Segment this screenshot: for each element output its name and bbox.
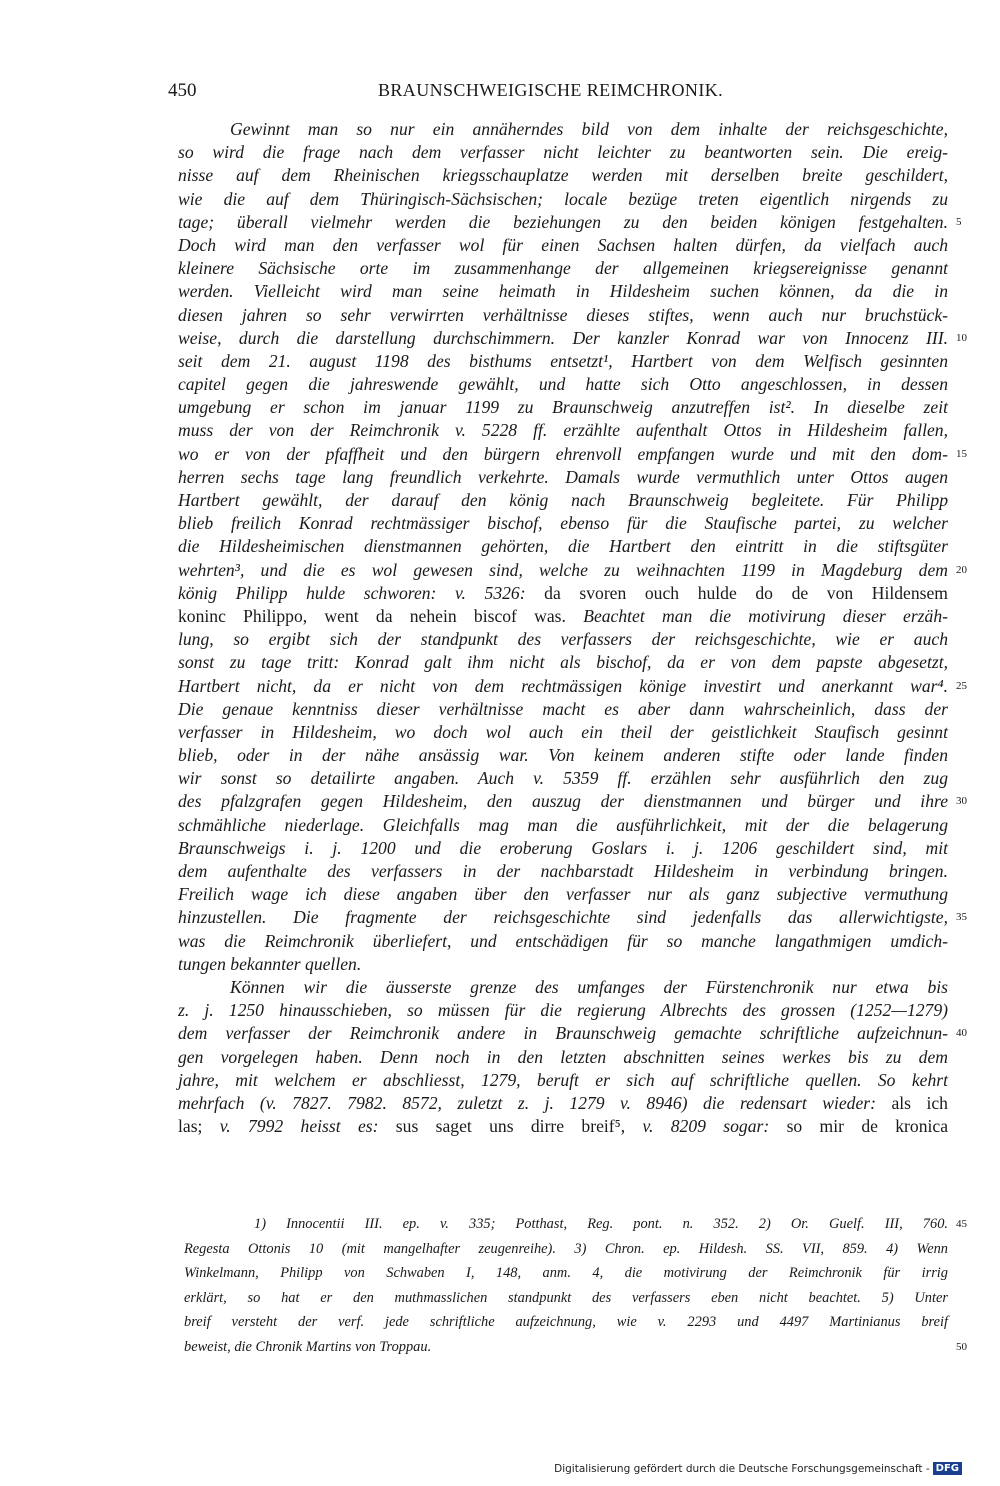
body-line [178, 396, 948, 419]
body-line [178, 930, 948, 953]
body-line [178, 211, 962, 234]
body-line [178, 257, 948, 280]
line-number: 20 [956, 563, 967, 576]
body-segment: Beachtet man die motivirung dieser erzäh- [565, 605, 948, 626]
body-line [178, 790, 967, 813]
footnote-line [184, 1335, 967, 1360]
digitization-note [554, 1462, 962, 1475]
body-text [178, 118, 967, 1138]
footnote-segment: beweist, die Chronik Martins von Troppau. [184, 1338, 432, 1355]
body-segment: nisse auf dem Rheinischen kriegsschauplatze werden mit derselben breite geschildert, [178, 165, 948, 186]
body-segment: wehrten³, und die es wol gewesen sind, welche zu weihnachten 1199 in Magdeburg dem [178, 559, 948, 580]
body-segment: könig Philipp hulde schworen: v. 5326: [178, 582, 526, 603]
page-number: 450 [168, 80, 197, 101]
body-segment: des pfalzgrafen gegen Hildesheim, den auszug der dienstmannen und bürger und ihre [178, 791, 948, 812]
body-segment: las; [178, 1116, 203, 1137]
digitization-text: Digitalisierung gefördert durch die Deutsche Forschungsgemeinschaft - [554, 1462, 930, 1475]
body-segment: v. 7992 heisst es: [202, 1116, 379, 1137]
body-line [178, 327, 967, 350]
body-segment: gen vorgelegen haben. Denn noch in den letzten abschnitten seines werkes bis zu dem [178, 1046, 948, 1067]
body-segment: Braunschweigs i. j. 1200 und die eroberung Goslars i. j. 1206 geschildert sind, mit [178, 837, 948, 858]
body-segment: umgebung er schon im januar 1199 zu Braunschweig anzutreffen ist². In dieselbe zeit [178, 397, 948, 418]
body-line [178, 605, 948, 628]
line-number: 25 [956, 679, 967, 692]
footnote-line [184, 1261, 948, 1286]
body-segment: herren sechs tage lang freundlich verkehrte. Damals wurde vermuthlich unter Ottos augen [178, 466, 948, 487]
body-segment: sus saget uns dirre breif⁵, [378, 1116, 626, 1137]
body-line [178, 466, 948, 489]
body-segment: weise, durch die darstellung durchschimmern. Der kanzler Konrad war von Innocenz III. [178, 327, 948, 348]
body-segment: jahre, mit welchem er abschliesst, 1279, beruft er sich auf schriftliche quellen. So kehrt [178, 1069, 948, 1090]
body-line [178, 373, 948, 396]
footnotes [184, 1212, 967, 1360]
line-number: 45 [956, 1218, 967, 1230]
body-segment: muss der von der Reimchronik v. 5228 ff. erzählte aufenthalt Ottos in Hildesheim fallen, [178, 420, 948, 441]
body-line [178, 559, 967, 582]
body-segment: Die genaue kenntniss dieser verhältnisse macht es aber dann wahrscheinlich, dass der [178, 698, 948, 719]
body-segment: verfasser in Hildesheim, wo doch wol auch ein theil der geistlichkeit Staufisch gesinnt [178, 721, 948, 742]
line-number: 30 [956, 795, 967, 808]
body-line [178, 999, 948, 1022]
footnote-line [184, 1310, 948, 1335]
body-segment: v. 8209 sogar: [625, 1116, 770, 1137]
body-line [178, 1092, 948, 1115]
line-number: 15 [956, 447, 967, 460]
body-line [178, 767, 948, 790]
body-line [178, 651, 948, 674]
body-segment: tungen bekannter quellen. [178, 953, 362, 974]
footnote-line [184, 1237, 948, 1262]
body-segment: capitel gegen die jahreswende gewählt, und hatte sich Otto angeschlossen, in dessen [178, 374, 948, 395]
body-segment: Können wir die äusserste grenze des umfanges der Fürstenchronik nur etwa bis [230, 976, 948, 997]
footnote-segment: Winkelmann, Philipp von Schwaben I, 148, anm. 4, die motivirung der Reimchronik für irrig [184, 1265, 948, 1282]
footnote-segment: 1) Innocentii III. ep. v. 335; Potthast, Reg. pont. n. 352. 2) Or. Guelf. III, 760. [254, 1216, 948, 1232]
footnote-segment: Regesta Ottonis 10 (mit mangelhafter zeugenreihe). 3) Chron. ep. Hildesh. SS. VII, 859. 4) Wenn [184, 1240, 948, 1257]
body-line [178, 744, 948, 767]
body-segment: seit dem 21. august 1198 des bisthums entsetzt¹, Hartbert von dem Welfisch gesinnten [178, 350, 948, 371]
line-number: 50 [956, 1340, 967, 1353]
body-line [178, 860, 948, 883]
body-segment: werden. Vielleicht wird man seine heimath in Hildesheim suchen können, da die in [178, 281, 948, 302]
body-line [178, 164, 948, 187]
body-line [178, 628, 948, 651]
body-line [178, 535, 948, 558]
body-line [178, 837, 948, 860]
body-line [178, 188, 948, 211]
body-line [178, 1069, 948, 1092]
body-segment: wo er von der pfaffheit und den bürgern ehrenvoll empfangen wurde und mit den dom- [178, 443, 948, 464]
footnote-segment: Martinianus breif [808, 1314, 948, 1331]
body-line [178, 953, 948, 976]
line-number: 35 [956, 911, 967, 924]
dfg-logo-icon: DFG [933, 1462, 962, 1475]
body-segment: wir sonst so detailirte angaben. Auch v. 5359 ff. erzählen sehr ausführlich den zug [178, 768, 948, 789]
body-segment: Freilich wage ich diese angaben über den verfasser nur als ganz subjective vermuthung [178, 884, 948, 905]
body-line [178, 675, 967, 698]
body-line [178, 906, 967, 929]
body-segment: die Hildesheimischen dienstmannen gehörten, die Hartbert den eintritt in die stiftsgüter [178, 536, 948, 557]
body-line [178, 512, 948, 535]
body-segment: z. j. 1250 hinausschieben, so müssen für die regierung Albrechts des grossen (1252—1279) [178, 1000, 948, 1021]
body-line [178, 1046, 948, 1069]
body-segment: dem aufenthalte des verfassers in der nachbarstadt Hildesheim in verbindung bringen. [178, 861, 948, 881]
body-line [178, 883, 948, 906]
body-segment: lung, so ergibt sich der standpunkt des verfassers der reichsgeschichte, wie er auch [178, 629, 948, 650]
body-line [178, 280, 948, 303]
body-line [178, 141, 948, 164]
body-line [178, 118, 948, 141]
body-line [178, 1022, 967, 1045]
body-segment: da svoren ouch hulde do de von Hildensem [525, 582, 948, 603]
footnote-line [184, 1286, 948, 1311]
body-line [178, 814, 948, 837]
body-segment: kleinere Sächsische orte im zusammenhange der allgemeinen kriegsereignisse genannt [178, 258, 948, 279]
body-line [178, 1115, 948, 1138]
body-segment: koninc Philippo, went da nehein biscof was. [178, 605, 566, 626]
body-line [178, 419, 948, 442]
body-segment: Doch wird man den verfasser wol für einen Sachsen halten dürfen, da vielfach auch [178, 234, 948, 255]
body-line [178, 234, 948, 257]
body-segment: Gewinnt man so nur ein annäherndes bild von dem inhalte der reichsgeschichte, [230, 119, 948, 139]
body-segment: blieb, oder in der nähe ansässig war. Von keinem anderen stifte oder lande finden [178, 745, 948, 766]
body-segment: wie die auf dem Thüringisch-Sächsischen; locale bezüge treten eigentlich nirgends zu [178, 188, 948, 209]
line-number: 5 [956, 215, 962, 228]
body-segment: als ich [875, 1092, 948, 1113]
body-segment: Hartbert gewählt, der darauf den könig nach Braunschweig begleitete. Für Philipp [178, 490, 948, 510]
line-number: 10 [956, 331, 967, 344]
footnote-segment: erklärt, so hat er den muthmasslichen standpunkt des verfassers eben nicht beachtet. 5) Unter [184, 1289, 948, 1306]
footnote-segment: breif [184, 1314, 211, 1331]
body-segment: sonst zu tage tritt: Konrad galt ihm nicht als bischof, da er von dem papste abgesetzt, [178, 652, 948, 673]
body-line [178, 350, 948, 373]
body-segment: hinzustellen. Die fragmente der reichsgeschichte sind jedenfalls das allerwichtigste, [178, 907, 948, 928]
body-segment: dem verfasser der Reimchronik andere in Braunschweig gemachte schriftliche aufzeichnun- [178, 1023, 948, 1044]
body-line [178, 304, 948, 327]
body-segment: was die Reimchronik überliefert, und entschädigen für so manche langathmigen umdich- [178, 930, 948, 951]
body-line [178, 976, 948, 999]
body-segment: so wird die frage nach dem verfasser nicht leichter zu beantworten sein. Die ereig- [178, 142, 948, 163]
footnote-segment: versteht der verf. jede schriftliche aufzeichnung, wie v. 2293 und 4497 [210, 1314, 809, 1331]
body-segment: so mir de kronica [769, 1116, 949, 1137]
body-line [178, 489, 948, 512]
body-line [178, 443, 967, 466]
body-segment: blieb freilich Konrad rechtmässiger bischof, ebenso für die Staufische partei, zu welcher [178, 513, 948, 534]
body-segment: mehrfach (v. 7827. 7982. 8572, zuletzt z. j. 1279 v. 8946) die redensart wieder: [178, 1092, 876, 1113]
body-segment: Hartbert nicht, da er nicht von dem rechtmässigen könige investirt und anerkannt war⁴. [178, 675, 948, 696]
body-segment: diesen jahren so sehr verwirrten verhältnisse dieses stiftes, wenn auch nur bruchstück- [178, 304, 948, 325]
body-segment: tage; überall vielmehr werden die beziehungen zu den beiden königen festgehalten. [178, 211, 948, 232]
running-head: BRAUNSCHWEIGISCHE REIMCHRONIK. [378, 80, 724, 100]
body-line [178, 721, 948, 744]
body-line [178, 582, 948, 605]
line-number: 40 [956, 1027, 967, 1040]
body-line [178, 698, 948, 721]
footnote-line [184, 1212, 967, 1237]
body-segment: schmähliche niederlage. Gleichfalls mag man die ausführlichkeit, mit der die belagerung [178, 814, 948, 835]
